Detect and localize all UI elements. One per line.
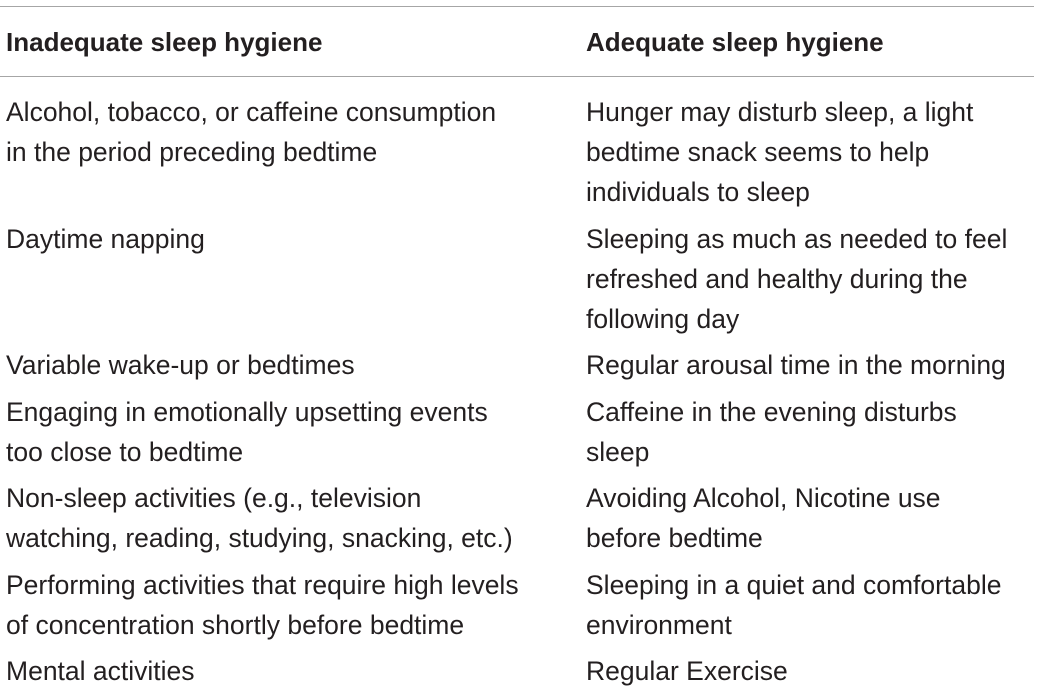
cell-line: in the period preceding bedtime bbox=[6, 137, 378, 167]
cell-line: watching, reading, studying, snacking, etc.) bbox=[6, 523, 513, 553]
table-cell-adequate bbox=[586, 565, 1001, 645]
cell-line: Performing activities that require high levels bbox=[6, 570, 519, 600]
cell-line: Hunger may disturb sleep, a light bbox=[586, 97, 974, 127]
header-divider-rule bbox=[0, 76, 1034, 77]
table-cell-inadequate bbox=[6, 345, 355, 385]
cell-line: sleep bbox=[586, 437, 650, 467]
cell-line: Sleeping in a quiet and comfortable bbox=[586, 570, 1002, 600]
cell-line: Alcohol, tobacco, or caffeine consumption bbox=[6, 97, 497, 127]
cell-line: Engaging in emotionally upsetting events bbox=[6, 397, 488, 427]
cell-line: before bedtime bbox=[586, 523, 763, 553]
cell-line: Avoiding Alcohol, Nicotine use bbox=[586, 483, 941, 513]
cell-line: Daytime napping bbox=[6, 224, 205, 254]
cell-line: bedtime snack seems to help bbox=[586, 137, 930, 167]
cell-line: refreshed and healthy during the bbox=[586, 264, 968, 294]
cell-line: of concentration shortly before bedtime bbox=[6, 610, 465, 640]
table-cell-inadequate bbox=[6, 219, 205, 259]
cell-line: Sleeping as much as needed to feel bbox=[586, 224, 1008, 254]
cell-line: individuals to sleep bbox=[586, 177, 810, 207]
cell-line: following day bbox=[586, 304, 740, 334]
header-inadequate: Inadequate sleep hygiene bbox=[6, 27, 323, 57]
table-cell-adequate bbox=[586, 478, 941, 558]
table-cell-adequate bbox=[586, 392, 957, 472]
cell-line: Caffeine in the evening disturbs bbox=[586, 397, 957, 427]
table-cell-inadequate bbox=[6, 392, 488, 472]
cell-line: Variable wake-up or bedtimes bbox=[6, 350, 355, 380]
cell-line: Mental activities bbox=[6, 656, 195, 686]
table-cell-inadequate bbox=[6, 478, 513, 558]
cell-line: environment bbox=[586, 610, 732, 640]
table-cell-adequate bbox=[586, 92, 973, 212]
table-cell-inadequate bbox=[6, 651, 195, 691]
table-cell-inadequate bbox=[6, 565, 519, 645]
cell-line: too close to bedtime bbox=[6, 437, 244, 467]
table-cell-inadequate bbox=[6, 92, 496, 172]
cell-line: Non-sleep activities (e.g., television bbox=[6, 483, 422, 513]
table-cell-adequate bbox=[586, 651, 788, 691]
cell-line: Regular arousal time in the morning bbox=[586, 350, 1006, 380]
cell-line: Regular Exercise bbox=[586, 656, 788, 686]
table-top-rule bbox=[0, 6, 1034, 7]
table-cell-adequate bbox=[586, 345, 1006, 385]
table-cell-adequate bbox=[586, 219, 1007, 339]
header-adequate: Adequate sleep hygiene bbox=[586, 27, 884, 57]
